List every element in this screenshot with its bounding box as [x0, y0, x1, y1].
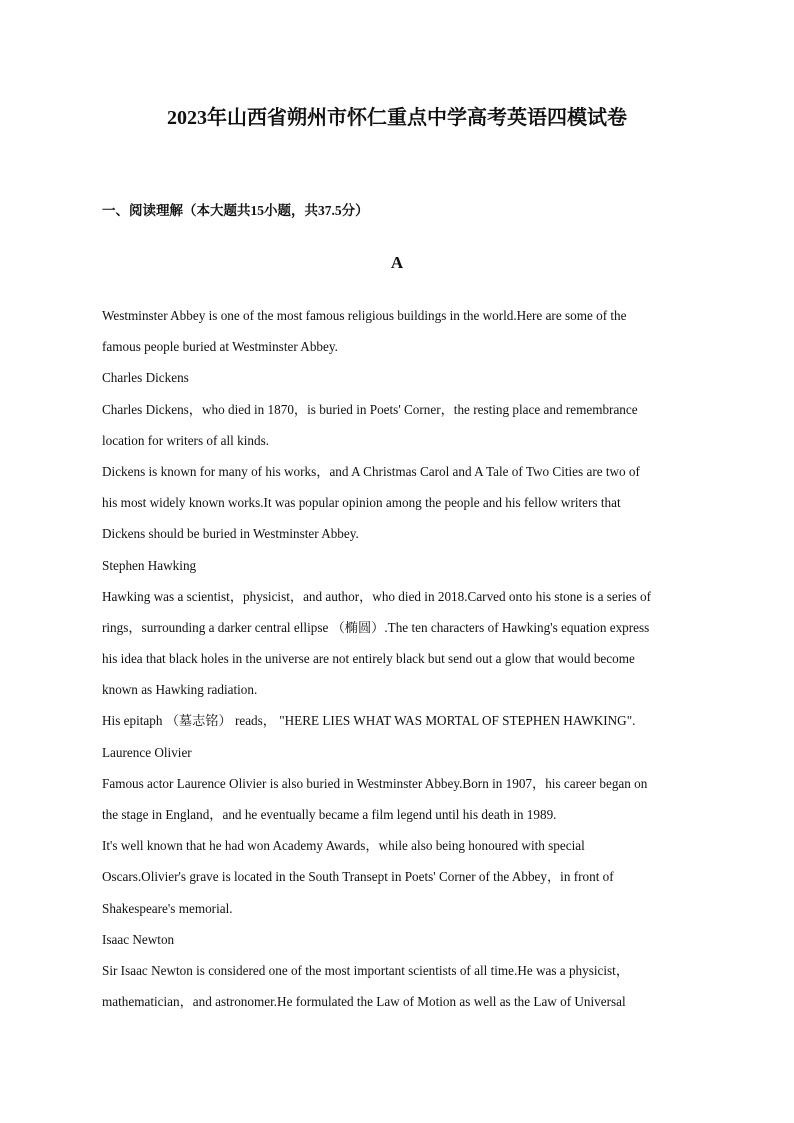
passage-line: Sir Isaac Newton is considered one of the most important scientists of all time.He was a physicist， — [102, 962, 630, 978]
passage-line: Charles Dickens，who died in 1870，is buried in Poets' Corner，the resting place and remembrance — [102, 401, 638, 417]
passage-line: Shakespeare's memorial. — [102, 900, 233, 916]
passage-line: Famous actor Laurence Olivier is also buried in Westminster Abbey.Born in 1907，his career began on — [102, 775, 648, 791]
passage-line: location for writers of all kinds. — [102, 432, 270, 448]
passage-line: his most widely known works.It was popular opinion among the people and his fellow writers that — [102, 495, 621, 511]
passage-label: A — [390, 253, 404, 272]
passage-line: It's well known that he had won Academy Awards，while also being honoured with special — [102, 838, 585, 854]
passage-line: mathematician，and astronomer.He formulated the Law of Motion as well as the Law of Universal — [102, 994, 626, 1010]
passage-body — [102, 300, 702, 1017]
passage-line: Dickens is known for many of his works，and A Christmas Carol and A Tale of Two Cities are two of — [102, 463, 640, 479]
passage-line: Dickens should be buried in Westminster Abbey. — [102, 526, 359, 542]
passage-line: Oscars.Olivier's grave is located in the South Transept in Poets' Corner of the Abbey，in front of — [102, 869, 614, 885]
passage-line: His epitaph （墓志铭） reads， "HERE LIES WHAT WAS MORTAL OF STEPHEN HAWKING". — [102, 713, 636, 729]
passage-line: known as Hawking radiation. — [102, 682, 258, 698]
exam-title: 2023年山西省朔州市怀仁重点中学高考英语四模试卷 — [167, 107, 627, 129]
subheading-isaac-newton: Isaac Newton — [102, 931, 175, 947]
subheading-charles-dickens: Charles Dickens — [102, 370, 189, 386]
subheading-stephen-hawking: Stephen Hawking — [102, 557, 197, 573]
passage-line: Hawking was a scientist，physicist，and author，who died in 2018.Carved onto his stone is a series of — [102, 588, 652, 604]
passage-line: Westminster Abbey is one of the most famous religious buildings in the world.Here are some of the — [102, 308, 627, 323]
passage-line: his idea that black holes in the universe are not entirely black but send out a glow that would become — [102, 651, 635, 667]
subheading-laurence-olivier: Laurence Olivier — [102, 744, 192, 760]
section-heading: 一、阅读理解（本大题共15小题，共37.5分） — [102, 203, 369, 218]
passage-line: the stage in England，and he eventually became a film legend until his death in 1989. — [102, 807, 557, 822]
passage-line: famous people buried at Westminster Abbey. — [102, 339, 338, 355]
passage-line: rings，surrounding a darker central ellipse （椭圆）.The ten characters of Hawking's equation express — [102, 619, 650, 635]
